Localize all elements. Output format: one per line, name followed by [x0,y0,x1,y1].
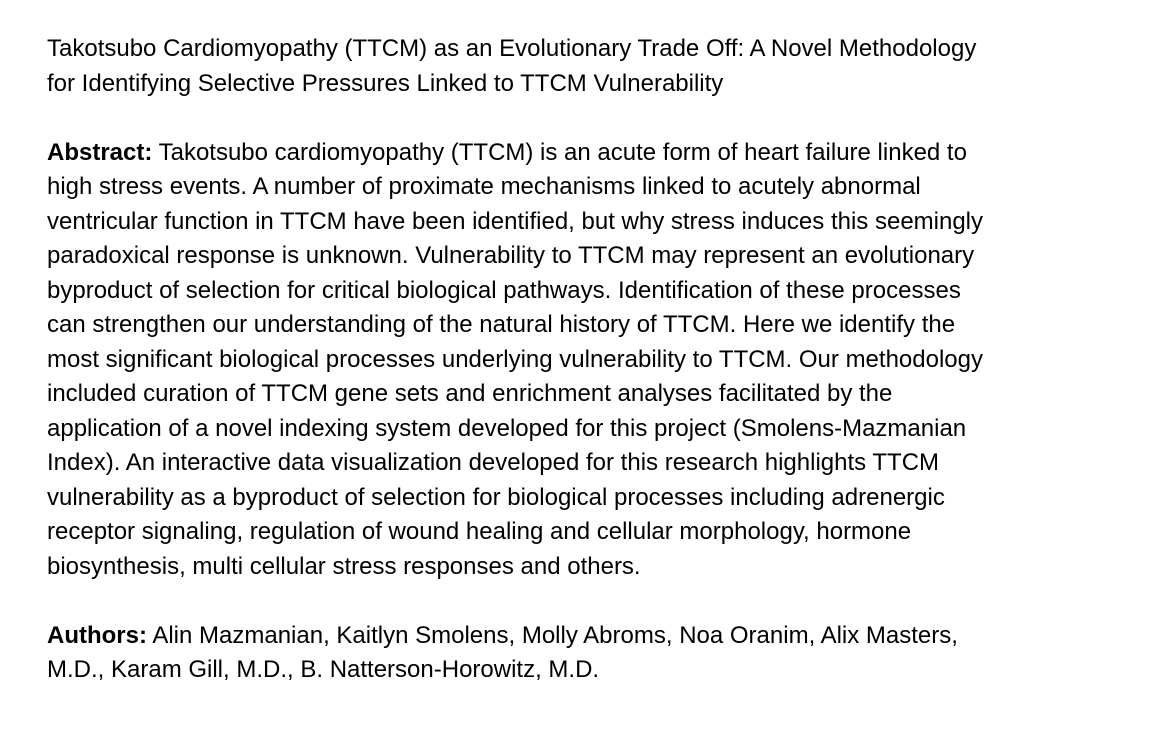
abstract-paragraph [47,136,1127,585]
abstract-label: Abstract: [47,138,153,166]
spacer [47,101,1127,136]
authors-label: Authors: [47,621,147,649]
spacer [47,584,1127,619]
paper-title: Takotsubo Cardiomyopathy (TTCM) as an Evolutionary Trade Off: A Novel Methodology for Identifying Selective Pressures Linked to TTCM Vulnerability [47,35,977,97]
document [47,32,1127,688]
abstract-text: Takotsubo cardiomyopathy (TTCM) is an acute form of heart failure linked to high stress events. A number of proximate mechanisms linked to acutely abnormal ventricular function in TTCM have been identified, but why stress induces this seemingly paradoxical response is unknown. Vulnerability to TTCM may represent an evolutionary byproduct of selection for critical biological pathways. Identification of these processes can strengthen our understanding of the natural history of TTCM. Here we identify the most significant biological processes underlying vulnerability to TTCM. Our methodology included curation of TTCM gene sets and enrichment analyses facilitated by the application of a novel indexing system developed for this project (Smolens-Mazmanian Index). An interactive data visualization developed for this research highlights TTCM vulnerability as a byproduct of selection for biological processes including adrenergic receptor signaling, regulation of wound healing and cellular morphology, hormone biosynthesis, multi cellular stress responses and others. [47,138,984,580]
authors-text: Alin Mazmanian, Kaitlyn Smolens, Molly Abroms, Noa Oranim, Alix Masters, M.D., Karam Gill, M.D., B. Natterson-Horowitz, M.D. [47,621,958,683]
authors-paragraph [47,619,1127,688]
